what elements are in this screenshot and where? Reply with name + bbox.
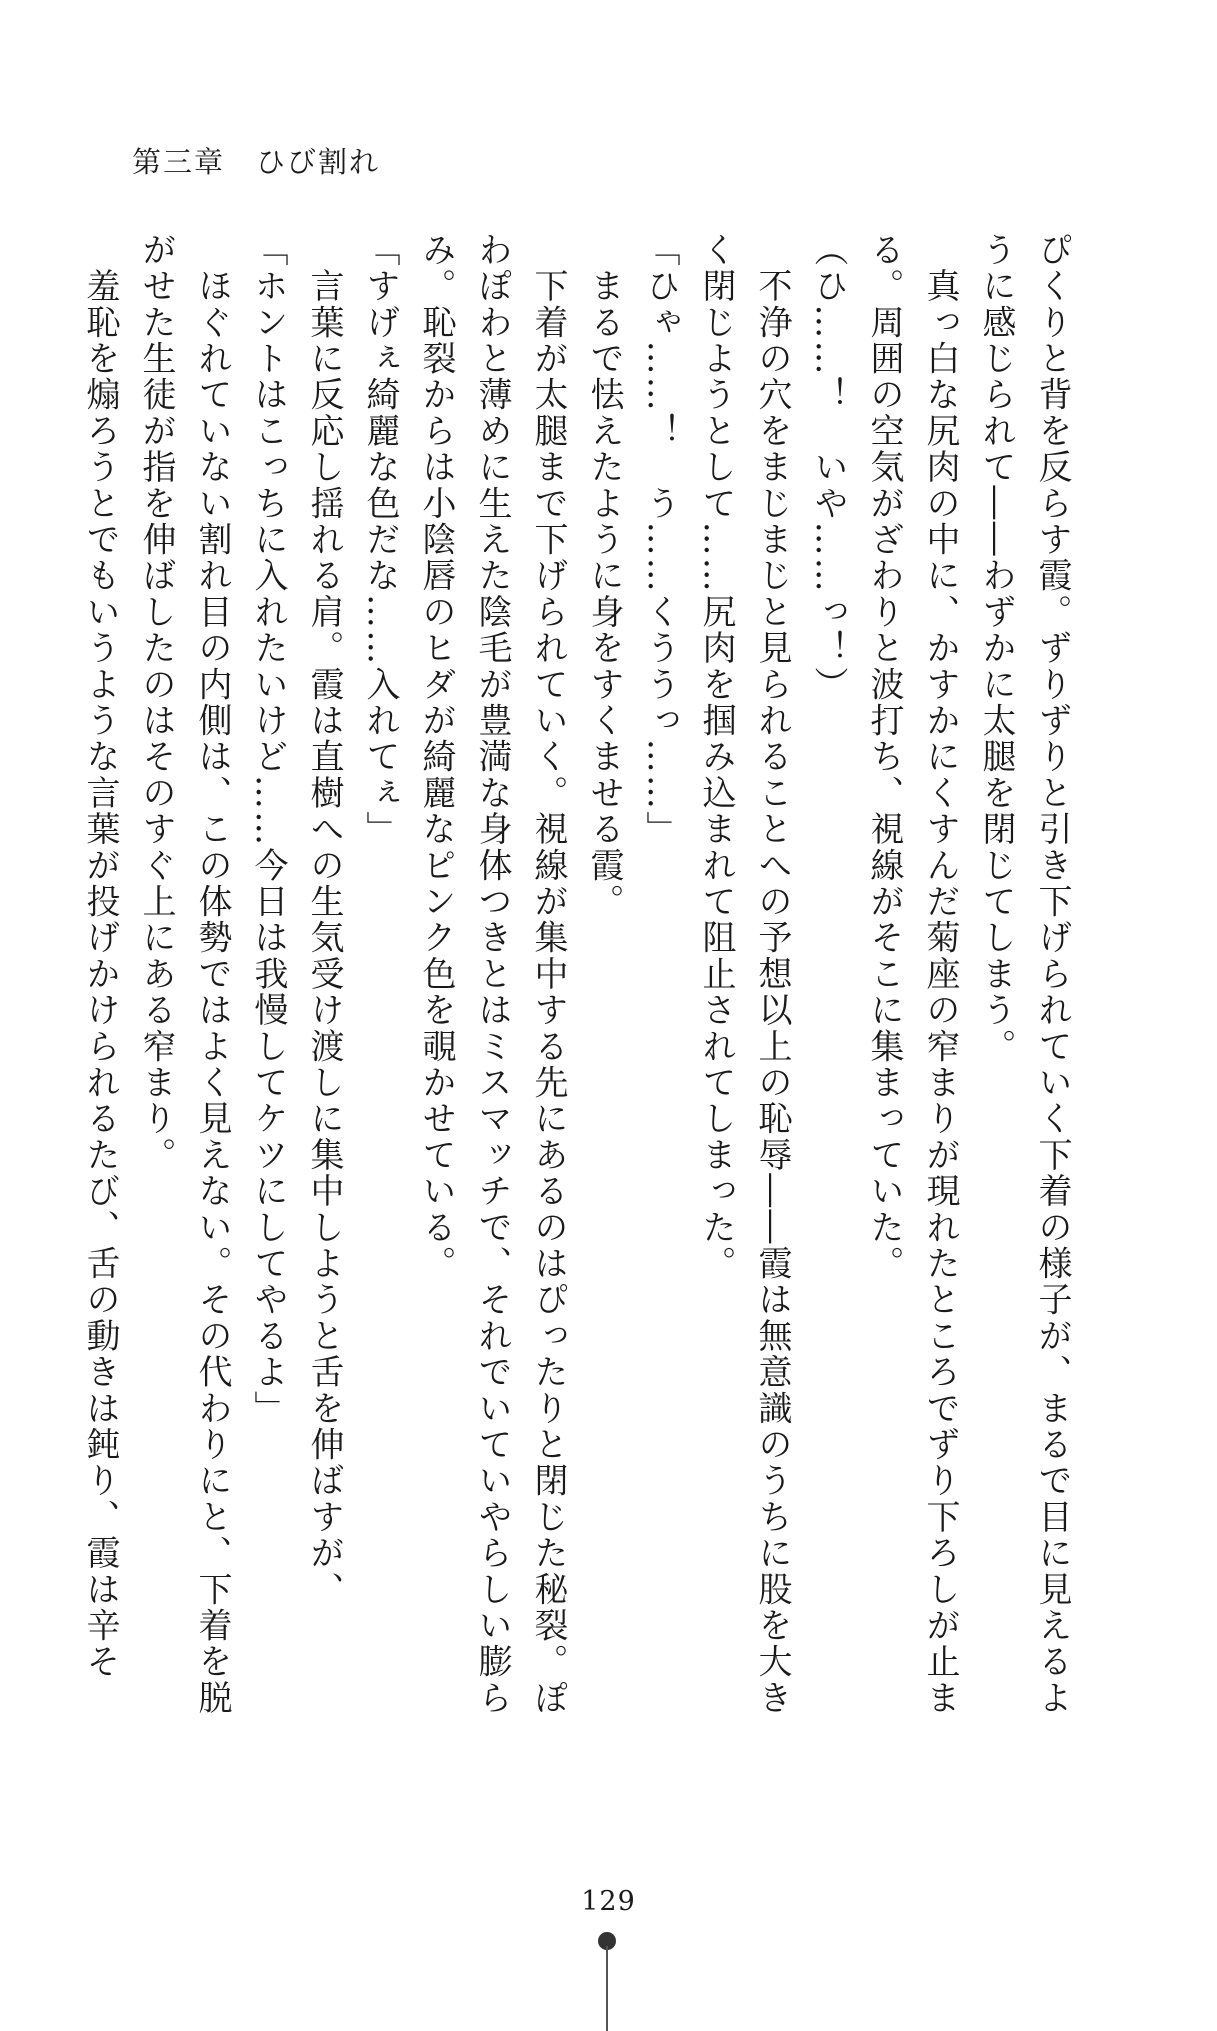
paragraph: 「ひゃ……！ う……くううっ……」 xyxy=(640,232,680,848)
paragraph: 不浄の穴をまじまじと見られることへの予想以上の恥辱――霞は無意識のうちに股を大きく閉じようとして……尻肉を掴み込まれて阻止されてしまった。 xyxy=(696,232,792,1717)
vertical-body-text xyxy=(80,232,1080,1732)
paragraph: 羞恥を煽ろうとでもいうような言葉が投げかけられるたび、舌の動きは鈍り、霞は辛そ xyxy=(80,232,120,1680)
paragraph: 「すげぇ綺麗な色だな……入れてぇ」 xyxy=(360,232,400,848)
paragraph: ぴくりと背を反らす霞。ずりずりと引き下げられていく下着の様子が、まるで目に見えるように感じられて――わずかに太腿を閉じてしまう。 xyxy=(976,232,1072,1717)
paragraph: まるで怯えたように身をすくませる霞。 xyxy=(584,232,624,920)
page-number: 129 xyxy=(581,1886,636,1917)
marker-line xyxy=(606,1946,608,2031)
running-header-chapter-title: 第三章 ひび割れ xyxy=(132,145,381,179)
paragraph: （ひ……！ いや……っ！） xyxy=(808,232,848,703)
paragraph: 言葉に反応し揺れる肩。霞は直樹への生気受け渡しに集中しようと舌を伸ばすが、 xyxy=(304,232,344,1608)
paragraph: ほぐれていない割れ目の内側は、この体勢ではよく見えない。その代わりにと、下着を脱がせた生徒が指を伸ばしたのはそのすぐ上にある窄まり。 xyxy=(136,232,232,1717)
paragraph: 「ホントはこっちに入れたいけど……今日は我慢してケツにしてやるよ」 xyxy=(248,232,288,1427)
page-marker-ornament xyxy=(605,1932,609,2031)
paragraph: 下着が太腿まで下げられていく。視線が集中する先にあるのはぴったりと閉じた秘裂。ぽわぽわと薄めに生えた陰毛が豊満な身体つきとはミスマッチで、それでいていやらしい膨らみ。恥裂からは小陰唇のヒダが綺麗なピンク色を覗かせている。 xyxy=(416,232,568,1717)
paragraph: 真っ白な尻肉の中に、かすかにくすんだ菊座の窄まりが現れたところでずり下ろしが止まる。周囲の空気がざわりと波打ち、視線がそこに集まっていた。 xyxy=(864,232,960,1717)
